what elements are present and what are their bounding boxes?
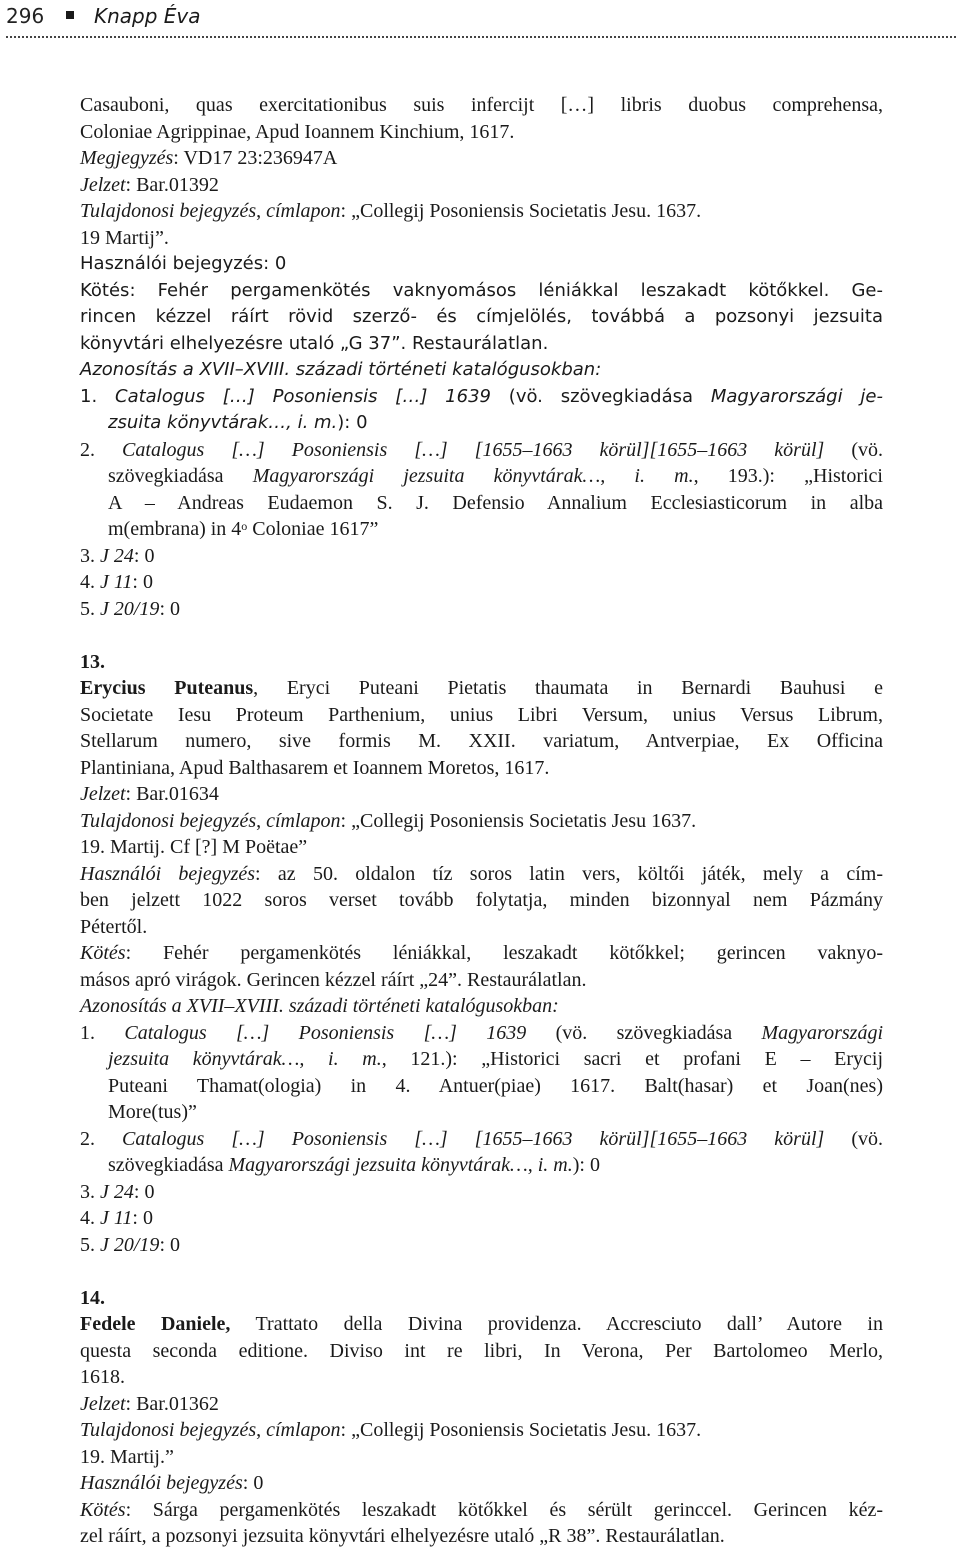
square-bullet-icon bbox=[66, 11, 74, 19]
text-line: Stellarum numero, sive formis M. XXII. variatum, Antverpiae, Ex Officina bbox=[80, 730, 883, 752]
text-line: Plantiniana, Apud Balthasarem et Ioannem Moretos, 1617. bbox=[80, 756, 550, 779]
shelfmark-line: Jelzet: Bar.01392 bbox=[80, 173, 219, 196]
catalog-ref-line: 3. J 24: 0 bbox=[80, 544, 155, 567]
running-header bbox=[6, 0, 956, 36]
note-line: Megjegyzés: VD17 23:236947A bbox=[80, 147, 338, 169]
text-line: 19. Martij. Cf [?] M Poëtae” bbox=[80, 836, 308, 858]
text-line: Casauboni, quas exercitationibus suis infercijt […] libris duobus comprehensa, bbox=[80, 94, 883, 116]
text-line: Coloniae Agrippinae, Apud Ioannem Kinchium, 1617. bbox=[80, 120, 515, 143]
text-line: könyvtári elhelyezésre utaló „G 37”. Restaurálatlan. bbox=[80, 332, 549, 354]
catalog-ref-line: m(embrana) in 4$^o$ Coloniae 1617” bbox=[108, 518, 379, 540]
catalog-ref-line: szövegkiadása Magyarországi jezsuita könyvtárak…, i. m.): 0 bbox=[108, 1154, 600, 1176]
catalog-ref-line: 5. J 20/19: 0 bbox=[80, 1233, 180, 1256]
dotted-rule bbox=[6, 36, 956, 38]
binding-line: Kötés: Fehér pergamenkötés léniákkal, leszakadt kötőkkel; gerincen vaknyo- bbox=[80, 942, 883, 964]
catalog-ref-line: Puteani Thamat(ologia) in 4. Antuer(piae) 1617. Balt(hasar) et Joan(nes) bbox=[108, 1074, 883, 1097]
user-note-line: Használói bejegyzés: az 50. oldalon tíz soros latin vers, költői játék, mely a cím- bbox=[80, 862, 883, 885]
shelfmark-line: Jelzet: Bar.01634 bbox=[80, 783, 219, 805]
entry-title-line: Erycius Puteanus, Eryci Puteani Pietatis thaumata in Bernardi Bauhusi e bbox=[80, 677, 883, 699]
owner-note-line: Tulajdonosi bejegyzés, címlapon: „Collegij Posoniensis Societatis Jesu 1637. bbox=[80, 809, 697, 832]
catalog-ref-line: 4. J 11: 0 bbox=[80, 571, 153, 593]
catalog-ref-line: zsuita könyvtárak…, i. m.): 0 bbox=[108, 412, 368, 433]
user-note-line: Használói bejegyzés: 0 bbox=[80, 253, 287, 274]
page-number: 296 bbox=[6, 4, 45, 28]
text-line: másos apró virágok. Gerincen kézzel ráírt „24”. Restaurálatlan. bbox=[80, 968, 587, 991]
text-line: 19 Martij”. bbox=[80, 226, 169, 249]
catalog-ref-line: 1. Catalogus […] Posoniensis […] 1639 (vö. szövegkiadása Magyarországi bbox=[80, 1021, 883, 1044]
identification-heading: Azonosítás a XVII–XVIII. századi történeti katalógusokban: bbox=[80, 995, 559, 1017]
catalog-ref-line: 3. J 24: 0 bbox=[80, 1180, 155, 1203]
running-author: Knapp Éva bbox=[94, 4, 201, 28]
text-line: ben jelzett 1022 soros verset tovább folytatja, minden bizonnyal nem Pázmány bbox=[80, 889, 883, 911]
catalog-ref-line: szövegkiadása Magyarországi jezsuita könyvtárak…, i. m., 193.): „Historici bbox=[108, 465, 883, 487]
catalog-ref-line: 1. Catalogus […] Posoniensis […] 1639 (vö. szövegkiadása Magyarországi je- bbox=[80, 385, 883, 407]
catalog-ref-line: 2. Catalogus […] Posoniensis […] [1655–1663 körül][1655–1663 körül] (vö. bbox=[80, 438, 884, 461]
catalog-ref-line: 4. J 11: 0 bbox=[80, 1207, 153, 1229]
binding-line: Kötés: Fehér pergamenkötés vaknyomásos léniákkal leszakadt kötőkkel. Ge- bbox=[80, 279, 883, 301]
shelfmark-line: Jelzet: Bar.01362 bbox=[80, 1392, 219, 1415]
text-line: rincen kézzel ráírt rövid szerző- és címjelölés, továbbá a pozsonyi jezsuita bbox=[80, 306, 883, 327]
binding-line: Kötés: Sárga pergamenkötés leszakadt kötőkkel és sérült gerinccel. Gerincen kéz- bbox=[80, 1498, 883, 1521]
owner-note-line: Tulajdonosi bejegyzés, címlapon: „Collegij Posoniensis Societatis Jesu. 1637. bbox=[80, 200, 702, 222]
text-line: Societate Iesu Proteum Parthenium, unius Libri Versum, unius Versus Librum, bbox=[80, 703, 883, 726]
entry-title-line: Fedele Daniele, Trattato della Divina providenza. Accresciuto dall’ Autore in bbox=[80, 1313, 883, 1335]
catalog-ref-line: A – Andreas Eudaemon S. J. Defensio Annalium Ecclesiasticorum in alba bbox=[108, 491, 883, 514]
user-note-line: Használói bejegyzés: 0 bbox=[80, 1472, 264, 1494]
catalog-ref-line: More(tus)” bbox=[108, 1101, 197, 1123]
entry-number: 13. bbox=[80, 650, 105, 673]
text-line: 1618. bbox=[80, 1366, 125, 1388]
text-line: zel ráírt, a pozsonyi jezsuita könyvtári elhelyezésre utaló „R 38”. Restaurálatlan. bbox=[80, 1525, 725, 1547]
identification-heading: Azonosítás a XVII–XVIII. századi történeti katalógusokban: bbox=[80, 359, 602, 380]
owner-note-line: Tulajdonosi bejegyzés, címlapon: „Collegij Posoniensis Societatis Jesu. 1637. bbox=[80, 1419, 702, 1441]
catalog-ref-line: jezsuita könyvtárak…, i. m., 121.): „Historici sacri et profani E – Erycij bbox=[108, 1048, 884, 1070]
catalog-body bbox=[80, 92, 883, 1550]
text-line: questa seconda editione. Diviso int re libri, In Verona, Per Bartolomeo Merlo, bbox=[80, 1339, 883, 1362]
text-line: Pétertől. bbox=[80, 915, 148, 938]
catalog-ref-line: 2. Catalogus […] Posoniensis […] [1655–1663 körül][1655–1663 körül] (vö. bbox=[80, 1127, 884, 1150]
text-line: 19. Martij.” bbox=[80, 1445, 174, 1468]
entry-number: 14. bbox=[80, 1286, 105, 1309]
catalog-ref-line: 5. J 20/19: 0 bbox=[80, 597, 180, 620]
